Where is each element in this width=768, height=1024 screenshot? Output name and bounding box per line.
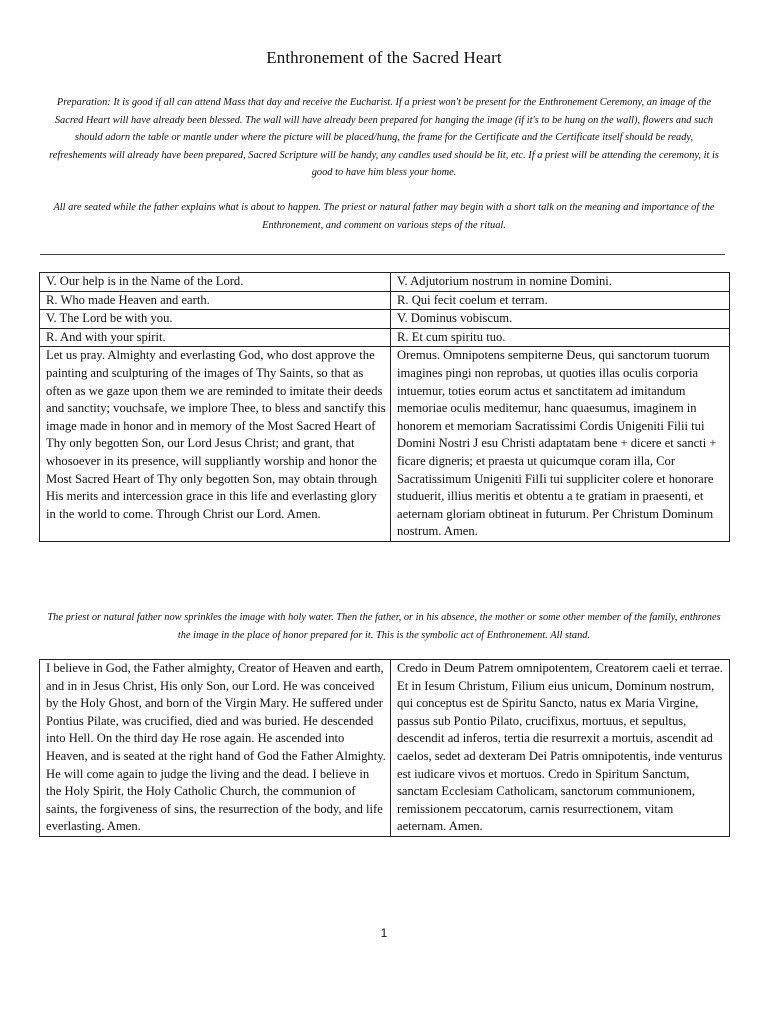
versicles-table xyxy=(39,272,730,542)
creed-table xyxy=(39,659,730,837)
seated-instructions: All are seated while the father explains what is about to happen. The priest or natural father may begin with a short talk on the meaning and importance of the Enthronement, and comment on various steps of the ritual. xyxy=(53,202,715,231)
page-number: 1 xyxy=(380,926,388,940)
latin-prayer-cell: Oremus. Omnipotens sempiterne Deus, qui sanctorum tuorum imagines pingi non reprobas, ut quoties illas oculis corporia intuemur, toties eorum actus et sanctitatem ad imitandum memoriae oculis meditemur, hanc quaesumus, imaginem in honorem et memoriam Sacratissimi Cordis Unigeniti Filii tui Domini Nostri J esu Christi adaptatam bene + dicere et sancti + ficare digneris; et praesta ut quicumque coram illa, Cor Sacratissimum Unigeniti FilIi tui suppliciter colere et honorare studuerit, illius meritis et obtentu a te gratiam in praesenti, et aeternam gloriam obtineat in futurum. Per Christum Dominum nostrum. Amen. xyxy=(391,347,730,542)
table-row xyxy=(40,660,730,837)
table-row xyxy=(40,328,730,347)
latin-cell: V. Adjutorium nostrum in nomine Domini. xyxy=(391,273,730,292)
english-cell: V. The Lord be with you. xyxy=(40,310,391,329)
english-prayer-cell: Let us pray. Almighty and everlasting God, who dost approve the painting and sculpturing of the images of Thy Saints, so that as often as we gaze upon them we are reminded to imitate their deeds and sanctity; vouchsafe, we implore Thee, to bless and sanctify this image made in honor and in memory of the Most Sacred Heart of Thy only begotten Son, our Lord Jesus Christ; and grant, that whosoever in its presence, will suppliantly worship and honor the Most Sacred Heart of Thy only begotten Son, may obtain through His merits and intercession grace in this life and everlasting glory in the world to come. Through Christ our Lord. Amen. xyxy=(40,347,391,542)
english-cell: R. And with your spirit. xyxy=(40,328,391,347)
english-cell: R. Who made Heaven and earth. xyxy=(40,291,391,310)
latin-cell: V. Dominus vobiscum. xyxy=(391,310,730,329)
table-row xyxy=(40,310,730,329)
table-row xyxy=(40,291,730,310)
sprinkling-instructions: The priest or natural father now sprinkles the image with holy water. Then the father, or in his absence, the mother or some other member of the family, enthrones the image in the place of honor prepared for it. This is the symbolic act of Enthronement. All stand. xyxy=(47,612,721,641)
english-cell: V. Our help is in the Name of the Lord. xyxy=(40,273,391,292)
latin-cell: R. Qui fecit coelum et terram. xyxy=(391,291,730,310)
latin-cell: R. Et cum spiritu tuo. xyxy=(391,328,730,347)
creed-english-cell: I believe in God, the Father almighty, Creator of Heaven and earth, and in in Jesus Christ, His only Son, our Lord. He was conceived by the Holy Ghost, and born of the Virgin Mary. He suffered under Pontius Pilate, was crucified, died and was buried. He descended into Hell. On the third day He rose again. He ascended into Heaven, and is seated at the right hand of God the Father Almighty. He will come again to judge the living and the dead. I believe in the Holy Spirit, the Holy Catholic Church, the communion of saints, the forgiveness of sins, the resurrection of the body, and life everlasting. Amen. xyxy=(40,660,391,837)
creed-latin-cell: Credo in Deum Patrem omnipotentem, Creatorem caeli et terrae. Et in Iesum Christum, Filium eius unicum, Dominum nostrum, qui conceptus est de Spiritu Sancto, natus ex Maria Virgine, passus sub Pontio Pilato, crucifixus, mortuus, et sepultus, descendit ad inferos, tertia die resurrexit a mortuis, ascendit ad caelos, sedet ad dexteram Dei Patris omnipotentis, inde venturus est iudicare vivos et mortuos. Credo in Spiritum Sanctum, sanctam Ecclesiam Catholicam, sanctorum communionem, remissionem peccatorum, carnis resurrectionem, vitam aeternam. Amen. xyxy=(391,660,730,837)
preparation-instructions: Preparation: It is good if all can attend Mass that day and receive the Eucharist. If a priest won't be present for the Enthronement Ceremony, an image of the Sacred Heart will have already been blessed. The wall will have already been prepared for hanging the image (if it's to be hung on the wall), flowers and such should adorn the table or mantle under where the picture will be placed/hung, the frame for the Certificate and the Certificate itself should be ready, refreshements will already have been prepared, Sacred Scripture will be handy, any candles used should be lit, etc. If a priest will be attending the ceremony, it is good to have him bless your home. xyxy=(49,97,719,179)
horizontal-divider xyxy=(40,254,725,255)
table-row xyxy=(40,347,730,542)
page-title: Enthronement of the Sacred Heart xyxy=(266,48,502,67)
table-row xyxy=(40,273,730,292)
